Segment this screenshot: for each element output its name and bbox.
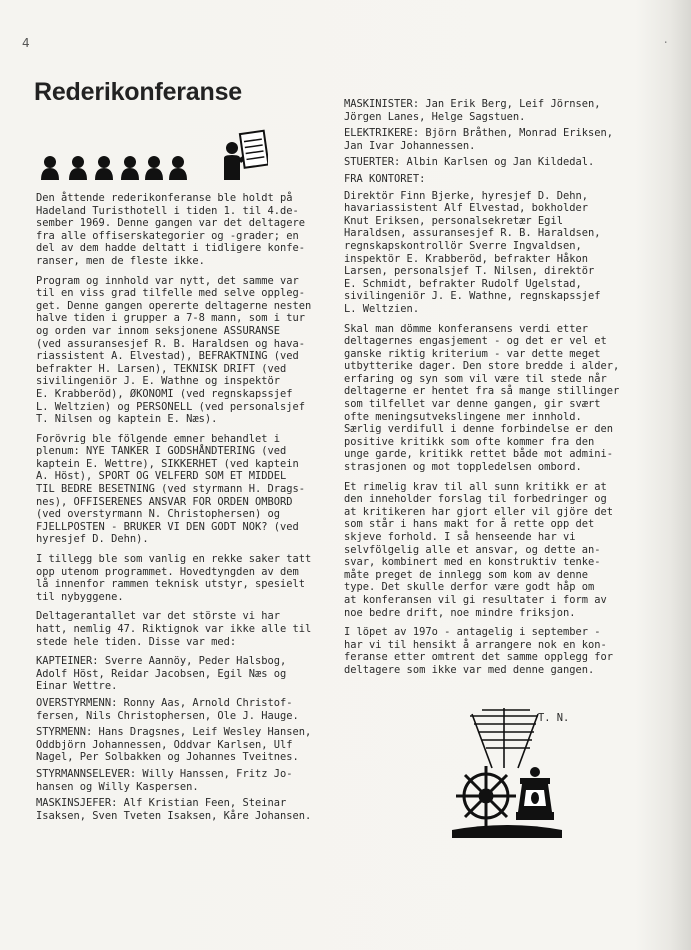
participant-group: MASKINISTER: Jan Erik Berg, Leif Jörnsen, Jörgen Lanes, Helge Sagstuen. xyxy=(344,98,601,123)
signature-initials: T. N. xyxy=(538,712,570,724)
participant-group: MASKINSJEFER: Alf Kristian Feen, Steinar Isaksen, Sven Tveten Isaksen, Kåre Johansen. xyxy=(36,797,312,822)
participant-group: STUERTER: Albin Karlsen og Jan Kildedal. xyxy=(344,156,595,169)
ship-wheel-lantern-illustration-icon xyxy=(452,708,562,838)
paragraph: I löpet av 197o - antagelig i september - har vi til hensikt å arrangere nok en kon- feranse etter omtrent det samme opplegg for deltagere som ikke var med denne gangen. xyxy=(344,626,613,676)
paragraph: I tillegg ble som vanlig en rekke saker tatt opp utenom programmet. Hovedtyngden av dem lå innenfor rammen teknisk utstyr, spesielt til nybyggene. xyxy=(36,553,312,603)
participant-group: ELEKTRIKERE: Björn Bråthen, Monrad Eriksen, Jan Ivar Johannessen. xyxy=(344,127,613,152)
paragraph: Skal man dömme konferansens verdi etter deltagernes engasjement - og det er vel et ganske riktig kriterium - var dette meget utbytterike dager. Den store bredde i alder, erfaring og syn som vil være til stede når deltagerne er hentet fra så mange stillinger som tilfellet var denne gangen, gir svært ofte meningsutvekslingene mer innhold. Særlig verdifull i denne forbindelse er den positive kritikk som ofte kommer fra den unge garde, kritikk rettet både mot admini- strasjonen og mot toppledelsen ombord. xyxy=(344,322,620,474)
paragraph: Den åttende rederikonferanse ble holdt på Hadeland Turisthotell i tiden 1. til 4.de- sember 1969. Denne gangen var det deltagere fra alle offiserskategorier og -grader; en del av dem hadde deltatt i tidligere konfe- ranser, men de fleste ikke. xyxy=(36,192,305,267)
paragraph: Direktör Finn Bjerke, hyresjef D. Dehn, havariassistent Alf Elvestad, bokholder Knut Eriksen, personalsekretær Egil Haraldsen, assuransesjef R. B. Haraldsen, regnskapskontrollör Sverre Ingvaldsen, inspektör E. Krabberöd, befrakter Håkon Larsen, personalsjef T. Nilsen, direktör E. Schmidt, befrakter Rudolf Ugelstad, sivilingeniör J. E. Wathne, regnskapssjef L. Weltzien. xyxy=(344,189,601,315)
article-title: Rederikonferanse xyxy=(34,78,242,106)
page-number: 4 xyxy=(22,36,30,50)
participant-group: STYRMENN: Hans Dragsnes, Leif Wesley Hansen, Oddbjörn Johannessen, Oddvar Karlsen, Ulf Nagel, Per Solbakken og Johannes Tveitnes. xyxy=(36,726,312,764)
margin-mark: · xyxy=(662,36,669,49)
participant-group: OVERSTYRMENN: Ronny Aas, Arnold Christof- fersen, Nils Christophersen, Ole J. Hauge. xyxy=(36,696,299,722)
left-column xyxy=(36,192,336,826)
participant-group: STYRMANNSELEVER: Willy Hanssen, Fritz Jo- hansen og Willy Kaspersen. xyxy=(36,767,293,793)
participant-group: KAPTEINER: Sverre Aannöy, Peder Halsbog, Adolf Höst, Reidar Jacobsen, Egil Næs og Einar Wettre. xyxy=(36,655,287,693)
paragraph: Deltagerantallet var det störste vi har hatt, nemlig 47. Riktignok var ikke alle til stede hele tiden. Disse var med: xyxy=(36,610,312,648)
lecture-audience-illustration-icon xyxy=(38,128,268,180)
paragraph: Et rimelig krav til all sunn kritikk er at den inneholder forslag til forbedringer og at kritikeren har gjort eller vil gjöre det som står i hans makt for å rette opp det skjeve forhold. I så henseende har vi selvfölgelig alle et ansvar, og dette an- svar, kombinert med en konstruktiv tenke- måte preget de innlegg som kom av denne type. Det skulle derfor være godt håp om at konferansen vil gi resultater i form av noe bedre drift, noe mindre friksjon. xyxy=(344,480,613,619)
right-column xyxy=(344,98,644,684)
section-label: FRA KONTORET: xyxy=(344,172,426,185)
paragraph: Forövrig ble fölgende emner behandlet i plenum: NYE TANKER I GODSHÅNDTERING (ved kaptein E. Wettre), SIKKERHET (ved kaptein A. Höst), SPORT OG VELFERD SOM ET MIDDEL TIL BEDRE BESETNING (ved styrmann H. Drags- nes), OFFISERENES ANSVAR FOR ORDEN OMBORD (ved overstyrmann N. Christophersen) og FJELLPOSTEN - BRUKER VI DEN GODT NOK? (ved hyresjef D. Dehn). xyxy=(36,432,305,546)
paragraph: Program og innhold var nytt, det samme var til en viss grad tilfelle med selve oppleg- get. Denne gangen opererte deltagerne nesten halve tiden i grupper a 7-8 mann, som i tur og orden var innom seksjonene ASSURANSE (ved assuransesjef R. B. Haraldsen og hava- riassistent A. Elvestad), BEFRAKTNING (ved befrakter H. Larsen), TEKNISK DRIFT (ved sivilingeniör J. E. Wathne og inspektör E. Krabberöd), ØKONOMI (ved regnskapssjef L. Weltzien) og PERSONELL (ved personalsjef T. Nilsen og kaptein E. Næs). xyxy=(36,274,312,426)
